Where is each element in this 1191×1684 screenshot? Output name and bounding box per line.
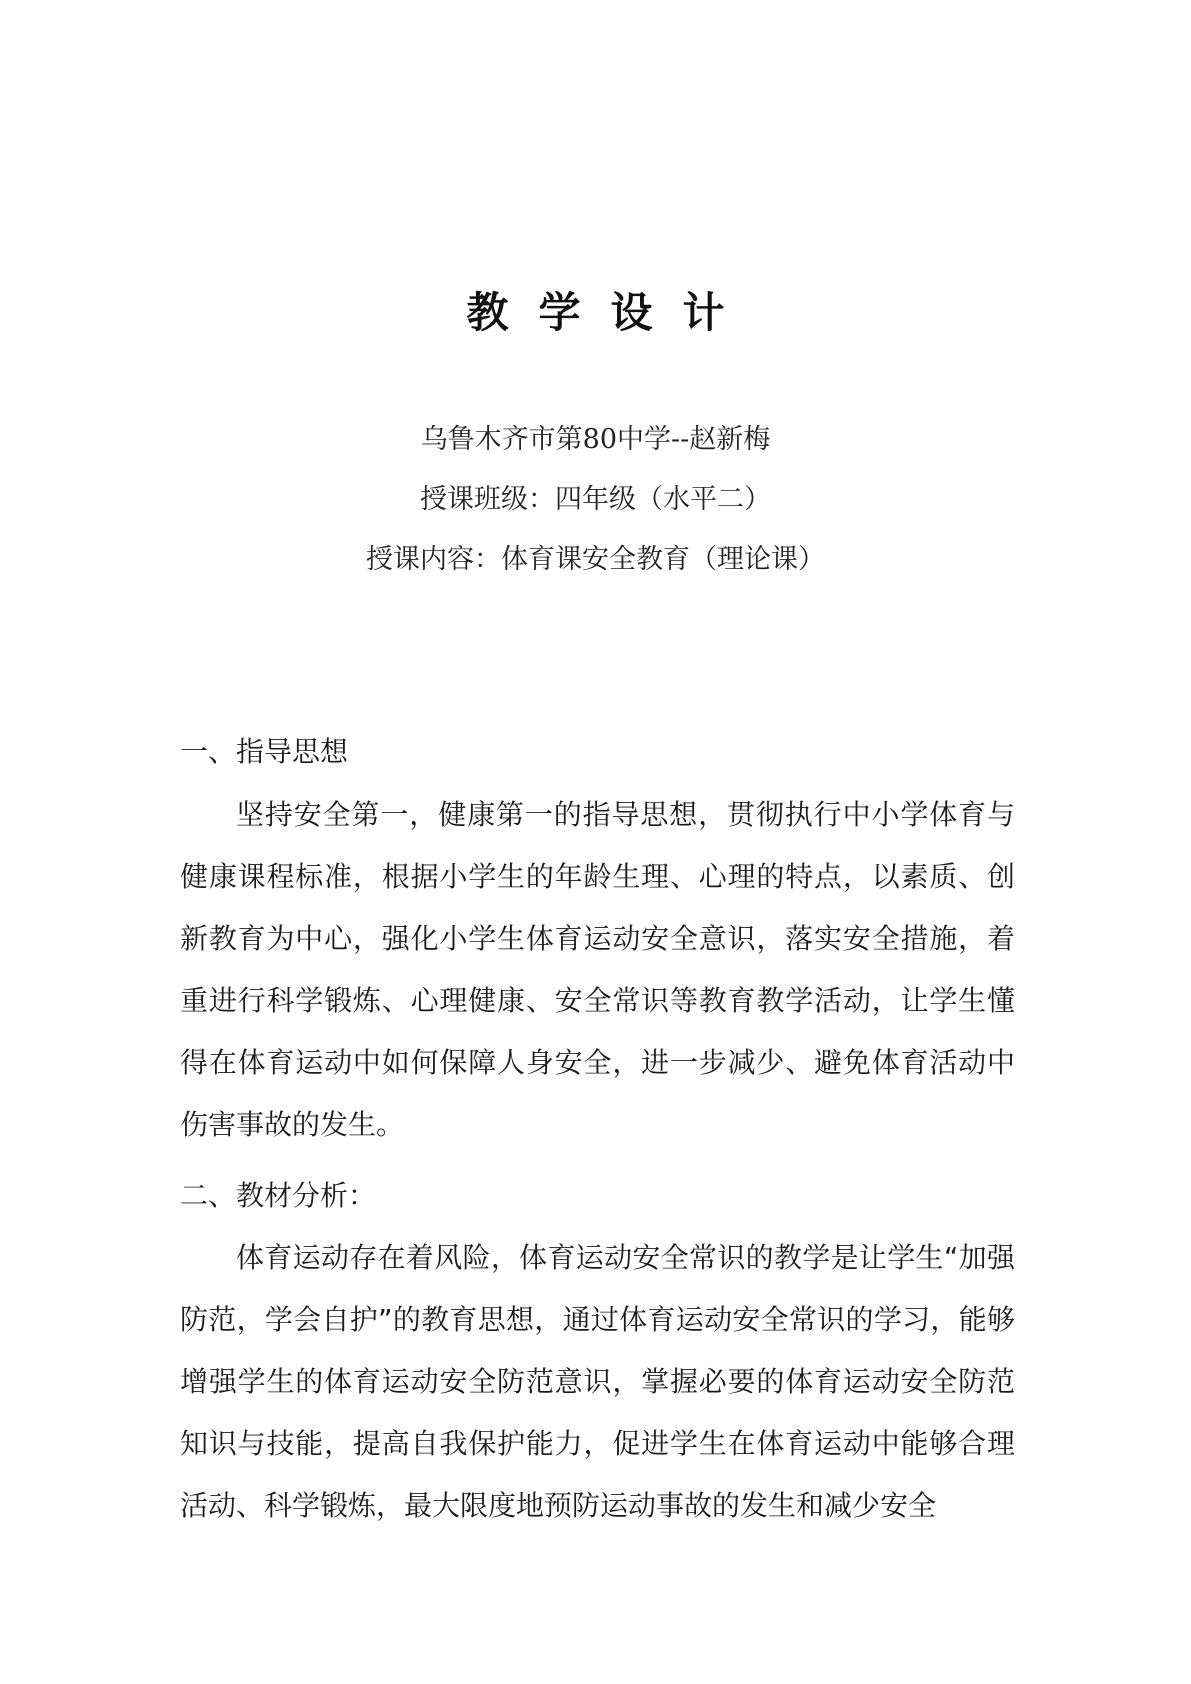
class-line: 授课班级：四年级（水平二） [420, 484, 771, 515]
content-line: 授课内容：体育课安全教育（理论课） [366, 544, 825, 575]
section-paragraph-material-analysis [180, 1227, 1015, 1537]
section-heading-guiding-ideas: 一、指导思想 [180, 735, 349, 768]
author-line: 乌鲁木齐市第80中学--赵新梅 [420, 424, 771, 455]
section-heading-material-analysis: 二、教材分析： [180, 1179, 377, 1212]
paragraph-text: 坚持安全第一，健康第一的指导思想，贯彻执行中小学体育与健康课程标准，根据小学生的年龄生理、心理的特点，以素质、创新教育为中心，强化小学生体育运动安全意识，落实安全措施，着重进行科学锻炼、心理健康、安全常识等教育教学活动，让学生懂得在体育运动中如何保障人身安全，进一步减少、避免体育活动中伤害事故的发生。 [180, 798, 1015, 1141]
section-paragraph-guiding-ideas [180, 784, 1015, 1156]
paragraph-text: 体育运动存在着风险，体育运动安全常识的教学是让学生“加强防范，学会自护”的教育思想，通过体育运动安全常识的学习，能够增强学生的体育运动安全防范意识，掌握必要的体育运动安全防范知识与技能，提高自我保护能力，促进学生在体育运动中能够合理活动、科学锻炼，最大限度地预防运动事故的发生和减少安全 [180, 1241, 1015, 1522]
document-title: 教学设计 [466, 288, 755, 337]
